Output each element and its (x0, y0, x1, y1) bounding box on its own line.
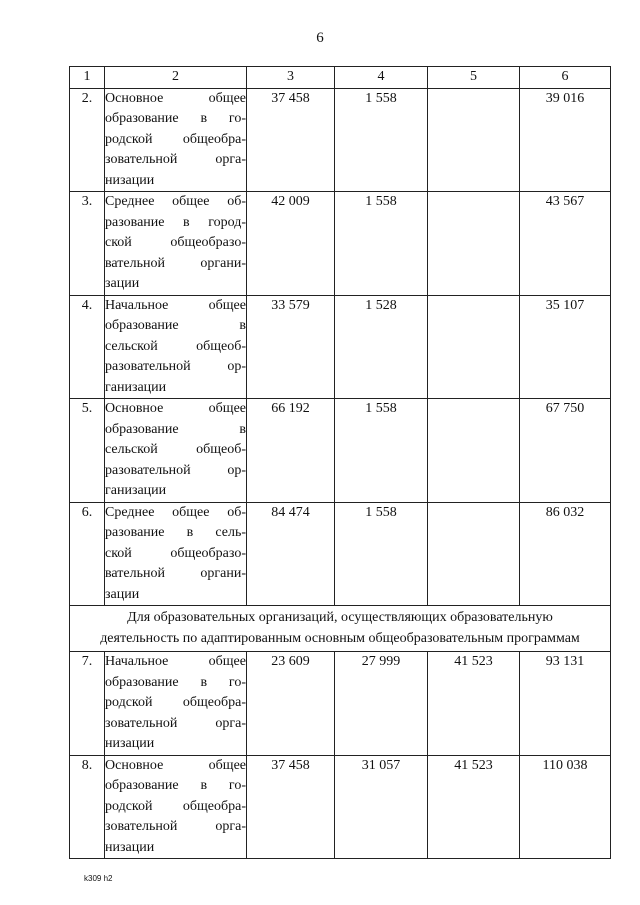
row-number: 3. (70, 192, 105, 296)
value-cell: 31 057 (335, 755, 428, 859)
row-name-line: низации (105, 839, 155, 855)
footer-code: k309 h2 (84, 874, 113, 883)
value-cell: 41 523 (428, 652, 520, 756)
table-row (70, 295, 611, 399)
row-name-line: вательной органи- (105, 255, 246, 271)
page-number: 6 (316, 30, 324, 46)
row-name-line: зации (105, 586, 140, 602)
value-cell: 1 558 (335, 192, 428, 296)
value-cell: 67 750 (520, 399, 611, 503)
value-cell (428, 295, 520, 399)
row-name (105, 88, 247, 192)
row-number: 7. (70, 652, 105, 756)
value-cell (428, 88, 520, 192)
row-name-line: ской общеобразо- (105, 235, 246, 250)
value-cell: 1 558 (335, 88, 428, 192)
row-name-line: образование в (105, 318, 246, 333)
row-name-line: разование в город- (105, 214, 246, 230)
row-name-line: сельской общеоб- (105, 442, 246, 457)
row-number: 8. (70, 755, 105, 859)
row-name-line: Начальное общее (105, 654, 246, 669)
value-cell: 27 999 (335, 652, 428, 756)
table-row (70, 502, 611, 606)
value-cell: 1 558 (335, 502, 428, 606)
value-cell: 66 192 (247, 399, 335, 503)
table-row (70, 755, 611, 859)
value-cell: 37 458 (247, 755, 335, 859)
row-number: 4. (70, 295, 105, 399)
row-name-line: Начальное общее (105, 297, 246, 313)
row-name-line: образование в го- (105, 778, 246, 793)
row-name-line: образование в го- (105, 111, 246, 126)
value-cell: 42 009 (247, 192, 335, 296)
row-name (105, 652, 247, 756)
table-row (70, 192, 611, 296)
table-row (70, 88, 611, 192)
value-cell: 33 579 (247, 295, 335, 399)
header-cell: 4 (335, 67, 428, 89)
header-cell: 2 (105, 67, 247, 89)
row-name-line: зации (105, 276, 140, 291)
row-name (105, 295, 247, 399)
row-number: 5. (70, 399, 105, 503)
row-name-line: родской общеобра- (105, 131, 246, 147)
value-cell: 41 523 (428, 755, 520, 859)
standards-table (69, 66, 611, 859)
value-cell (428, 502, 520, 606)
row-name (105, 399, 247, 503)
value-cell: 86 032 (520, 502, 611, 606)
value-cell: 23 609 (247, 652, 335, 756)
row-name-line: низации (105, 172, 155, 188)
row-name-line: низации (105, 736, 155, 751)
row-name-line: зовательной орга- (105, 715, 246, 731)
row-name-line: образование в го- (105, 674, 246, 690)
table-body (70, 67, 611, 859)
value-cell (428, 192, 520, 296)
row-name (105, 755, 247, 859)
section-row (70, 606, 611, 652)
value-cell: 93 131 (520, 652, 611, 756)
row-name (105, 192, 247, 296)
header-cell: 1 (70, 67, 105, 89)
row-name-line: вательной органи- (105, 566, 246, 581)
row-name-line: Среднее общее об- (105, 504, 246, 520)
value-cell: 1 558 (335, 399, 428, 503)
row-name-line: зовательной орга- (105, 819, 246, 834)
section-title-line: Для образовательных организаций, осуществляющих образовательную (127, 610, 553, 625)
value-cell: 84 474 (247, 502, 335, 606)
row-name-line: разование в сель- (105, 525, 246, 540)
value-cell: 39 016 (520, 88, 611, 192)
header-cell: 6 (520, 67, 611, 89)
row-name-line: зовательной орга- (105, 152, 246, 167)
section-title (70, 606, 611, 652)
value-cell (428, 399, 520, 503)
header-row (70, 67, 611, 89)
row-name-line: родской общеобра- (105, 798, 246, 814)
table-row (70, 652, 611, 756)
row-name-line: ской общеобразо- (105, 545, 246, 561)
value-cell: 37 458 (247, 88, 335, 192)
value-cell: 110 038 (520, 755, 611, 859)
section-title-line: деятельность по адаптированным основным общеобразовательным программам (100, 631, 580, 646)
row-name-line: ганизации (105, 483, 167, 498)
row-name-line: разовательной ор- (105, 359, 246, 374)
value-cell: 35 107 (520, 295, 611, 399)
value-cell: 1 528 (335, 295, 428, 399)
value-cell: 43 567 (520, 192, 611, 296)
row-name-line: разовательной ор- (105, 462, 246, 478)
row-name-line: сельской общеоб- (105, 338, 246, 354)
row-number: 6. (70, 502, 105, 606)
header-cell: 5 (428, 67, 520, 89)
row-number: 2. (70, 88, 105, 192)
table-row (70, 399, 611, 503)
row-name-line: Среднее общее об- (105, 194, 246, 209)
row-name-line: родской общеобра- (105, 695, 246, 710)
row-name-line: Основное общее (105, 90, 246, 106)
header-cell: 3 (247, 67, 335, 89)
row-name-line: Основное общее (105, 757, 246, 773)
row-name (105, 502, 247, 606)
row-name-line: ганизации (105, 379, 167, 395)
row-name-line: Основное общее (105, 401, 246, 416)
row-name-line: образование в (105, 421, 246, 437)
